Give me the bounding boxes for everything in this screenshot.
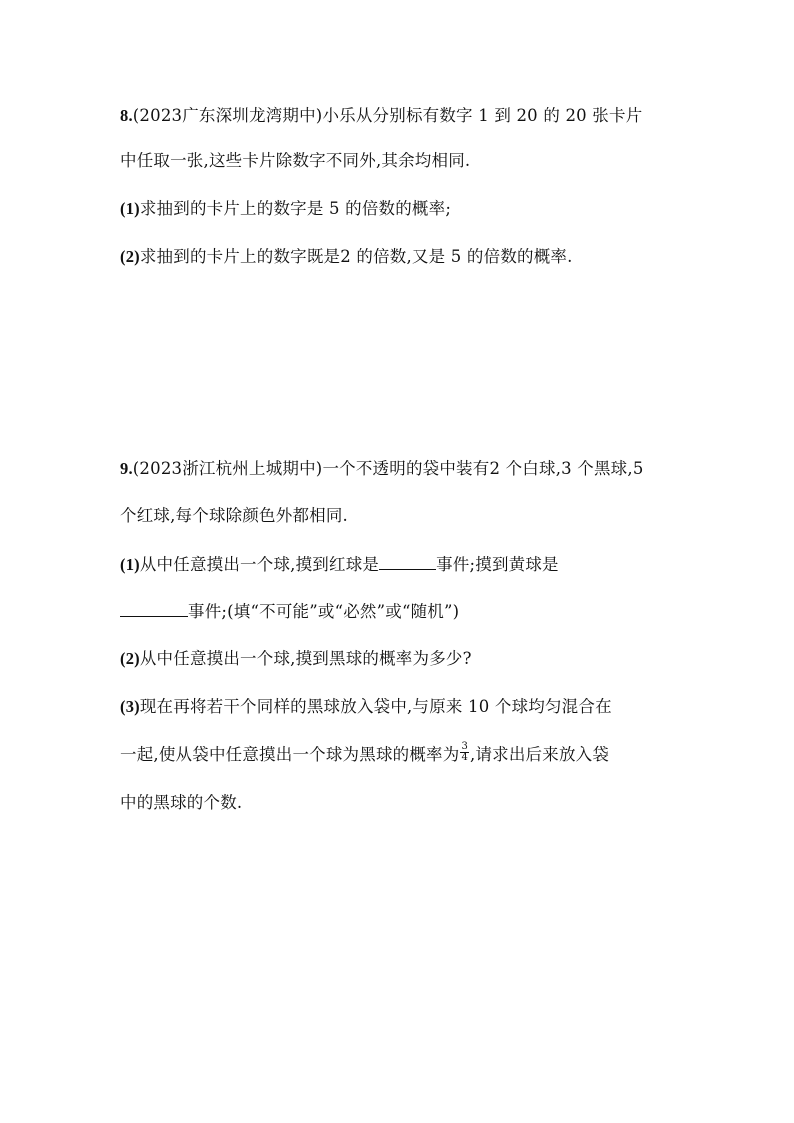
q9-part1-line2 xyxy=(120,600,459,623)
q9-part3-line3-text: 中的黑球的个数. xyxy=(120,793,243,812)
q9-part3-line2-b: ,请求出后来放入袋 xyxy=(470,745,610,764)
q8-source: (2023广东深圳龙湾期中) xyxy=(132,106,323,125)
q9-part1-text-a: 从中任意摸出一个球,摸到红球是 xyxy=(139,555,380,574)
q8-part2-text: 求抽到的卡片上的数字既是2 的倍数,又是 5 的倍数的概率. xyxy=(139,247,573,266)
q9-part3-line1 xyxy=(120,696,612,718)
q8-part2-label: (2) xyxy=(120,247,140,266)
q9-part2-text: 从中任意摸出一个球,摸到黑球的概率为多少? xyxy=(139,649,472,668)
q8-part1-label: (1) xyxy=(120,199,140,218)
fraction-numerator: 3 xyxy=(461,741,469,752)
q8-stem-line1: 小乐从分别标有数字 1 到 20 的 20 张卡片 xyxy=(322,106,643,125)
q8-stem-line2: 中任取一张,这些卡片除数字不同外,其余均相同. xyxy=(120,151,471,170)
q9-number: 9. xyxy=(120,459,133,478)
fraction-denominator: 4 xyxy=(461,752,469,763)
q9-stem-line2: 个红球,每个球除颜色外都相同. xyxy=(120,506,348,525)
q8-line2 xyxy=(120,150,470,172)
q9-part1-line1 xyxy=(120,553,559,576)
q9-part2-label: (2) xyxy=(120,649,140,668)
q8-number: 8. xyxy=(120,106,133,125)
q9-part3-line3 xyxy=(120,792,242,814)
q9-part1-text-c: 事件;(填“不可能”或“必然”或“随机”) xyxy=(188,602,460,621)
q8-part1-text: 求抽到的卡片上的数字是 5 的倍数的概率; xyxy=(139,199,452,218)
q9-line1 xyxy=(120,458,644,480)
q9-part3-label: (3) xyxy=(120,697,140,716)
q9-part2 xyxy=(120,648,472,670)
q9-part3-line2 xyxy=(120,741,610,766)
fraction-three-quarters xyxy=(460,742,469,763)
q9-part3-line2-a: 一起,使从袋中任意摸出一个球为黑球的概率为 xyxy=(120,745,460,764)
q9-part3-line1-text: 现在再将若干个同样的黑球放入袋中,与原来 10 个球均匀混合在 xyxy=(139,697,612,716)
q8-part1 xyxy=(120,198,451,220)
q9-stem-line1: 一个不透明的袋中装有2 个白球,3 个黑球,5 xyxy=(322,459,644,478)
q8-part2 xyxy=(120,246,573,268)
answer-blank-1[interactable] xyxy=(379,553,436,570)
q9-line2 xyxy=(120,505,348,527)
q8-line1 xyxy=(120,105,642,127)
answer-blank-2[interactable] xyxy=(120,600,188,617)
q9-part1-label: (1) xyxy=(120,555,140,574)
q9-source: (2023浙江杭州上城期中) xyxy=(132,459,323,478)
q9-part1-text-b: 事件;摸到黄球是 xyxy=(436,555,559,574)
